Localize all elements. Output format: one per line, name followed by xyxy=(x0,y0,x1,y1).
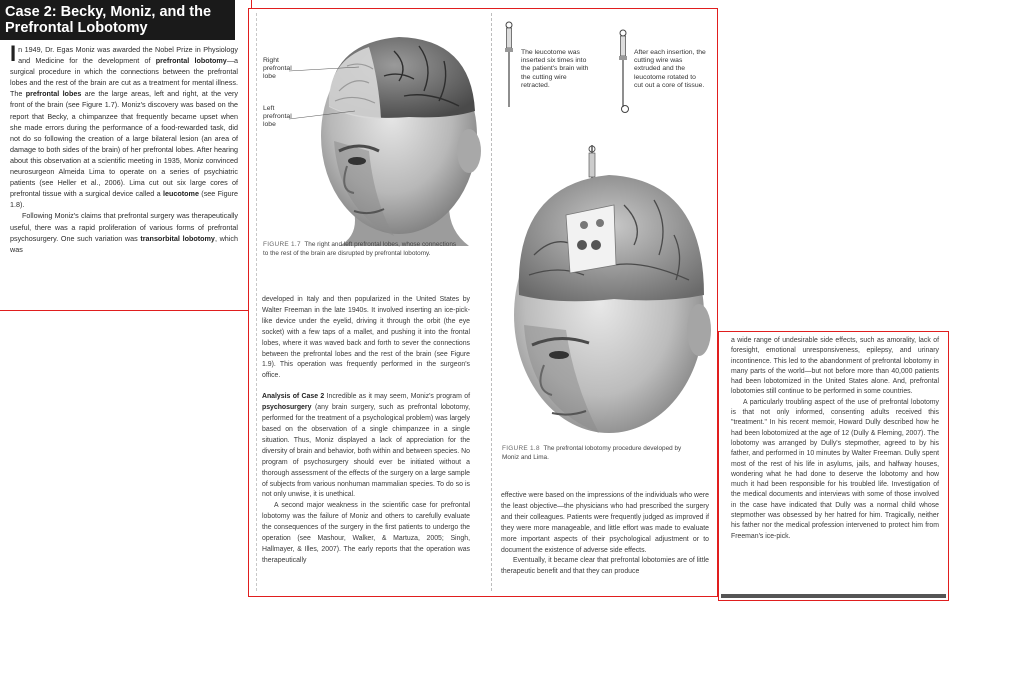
term-prefrontal-lobes: prefrontal lobes xyxy=(25,89,82,99)
leucotome-instrument-1 xyxy=(501,19,517,109)
gutter-divider xyxy=(491,13,492,591)
continuation-paragraph-2: A particularly troubling aspect of the use of prefrontal lobotomy is that not only informed, consenting adults received this "treatment." In his recent memoir, Howard Dully described how he had been lobotomized at the age of 12 (Dully & Fleming, 2007). The lobotomy was arranged by Dully's stepmother, agreed to by his father, and performed in 10 minutes by Walter Freeman. Dully spent most of the rest of his life in asylums, jails, and halfway houses, wondering what he had done to deserve the lobotomy and how much it had been responsible for his troubled life. Investigation of the medical documents and interviews with some of those involved in the case have indicated that Dully was a normal child whose stepmother was obsessed by her hatred for him. Tragically, neither his father nor the medical profession intervened to protect him from Freeman's ice-pick. xyxy=(731,398,939,540)
right-col-paragraph-2: Eventually, it became clear that prefrontal lobotomies are of little therapeutic benefit and that they can produce xyxy=(501,557,709,576)
intro-text-b: —a surgical procedure in which the connections between the prefrontal lobes and the rest of the brain are cut as a treatment for mental illness. The xyxy=(10,56,238,99)
case-intro-text xyxy=(10,41,238,255)
analysis-heading: Analysis of Case 2 xyxy=(262,393,325,401)
figure-1-7-text: The right and left prefrontal lobes, whose connections to the rest of the brain are disrupted by prefrontal lobotomy. xyxy=(263,241,457,257)
figure-1-7-number: FIGURE 1.7 xyxy=(263,241,301,248)
left-col-paragraph-1: developed in Italy and then popularized in the United States by Walter Freeman in the late 1940s. It involved inserting an ice-pick-like device under the eyelid, driving it through the orbit (the eye socket) with a few taps of a mallet, and pushing it into the frontal lobes, where it was waved back and forth to sever the connections between the prefrontal lobes and the rest of the brain (see Figure 1.9). This operation was frequently performed in the surgeon's office. xyxy=(262,296,470,380)
leucotome-instrument-2 xyxy=(615,27,631,117)
figure-1-8-caption xyxy=(502,445,682,463)
right-col-paragraph-1: effective were based on the impressions of the individuals who were the least objective—the physicians who had prescribed the surgery and their colleagues. Patients were frequently judged as improved if they were more manageable, and little effort was made to evaluate more important aspects of their psychological adjustment or to document the existence of adverse side effects. xyxy=(501,492,709,554)
intro-paragraph xyxy=(10,41,238,210)
left-col-paragraph-3: A second major weakness in the scientific case for prefrontal lobotomy was the failure of Moniz and others to carefully evaluate the consequences of the surgery in the first patients to undergo the operation (see Mashour, Walker, & Martuza, 2005; Singh, Hallmayer, & Illes, 2007). The early reports that the operation was therapeutically xyxy=(262,502,470,564)
analysis-text-b: (any brain surgery, such as prefrontal lobotomy, performed for the treatment of a psychological problem) was largely based on the observation of a single chimpanzee in a single situation. Thus, Moniz displayed a lack of appreciation for the diversity of brain and behavior, both within and between species. No program of psychosurgery should ever be initiated without a thorough assessment of the effects of the surgery on a large sample of subjects from various nonhuman mammalian species. To do so is not only unwise, it is unethical. xyxy=(262,404,470,499)
intro-text-c: are the large areas, left and right, at the very front of the brain (see Figure 1.7). Moniz's discovery was based on the report that Becky, a chimpanzee that frequently became upset when she made errors during the performance of a food-rewarded task, did not do so following the creation of a large bilateral lesion (an area of damage to both sides of the brain) of her prefrontal lobes. After hearing about this observation at a scientific meeting in 1935, Moniz convinced neurosurgeon Almeida Lima to operate on a series of psychiatric patients (see Heller et al., 2006). Lima cut out six large cores of prefrontal tissue with a surgical device called a xyxy=(10,89,238,199)
analysis-text-a: Incredible as it may seem, Moniz's program of xyxy=(324,393,470,401)
right-column-text xyxy=(501,491,709,578)
intro-text-a: n 1949, Dr. Egas Moniz was awarded the Nobel Prize in Physiology and Medicine for the development of xyxy=(18,45,238,66)
drop-cap: I xyxy=(10,41,17,66)
intro2-text-a: Following Moniz's claims that prefrontal surgery was therapeutically useful, there was a rapid proliferation of various forms of prefrontal psychosurgery. One such variation was xyxy=(10,211,238,243)
term-transorbital-lobotomy: transorbital lobotomy xyxy=(140,233,215,243)
figure-1-8-number: FIGURE 1.8 xyxy=(502,445,540,452)
left-column-text xyxy=(262,295,470,567)
page-edge-dashes xyxy=(256,13,257,591)
intro-paragraph-2 xyxy=(10,210,238,254)
figure-1-7-caption xyxy=(263,241,463,259)
continuation-text xyxy=(731,336,939,542)
term-psychosurgery: psychosurgery xyxy=(262,404,312,412)
label-right-prefrontal: Right prefrontal lobe xyxy=(263,57,292,81)
intro-text-d: (see Figure 1.8). xyxy=(10,189,238,210)
label-left-prefrontal: Left prefrontal lobe xyxy=(263,105,292,129)
case-title: Case 2: Becky, Moniz, and the Prefrontal Lobotomy xyxy=(0,0,235,40)
leucotome-step-2: After each insertion, the cutting wire was extruded and the leucotome rotated to cut out a core of tissue. xyxy=(634,49,706,89)
case-intro-panel xyxy=(0,0,252,311)
continuation-paragraph-1: a wide range of undesirable side effects, such as amorality, lack of foresight, emotional unresponsiveness, epilepsy, and urinary incontinence. This led to the abandonment of prefrontal lobotomy in many parts of the world—but not before more than 40,000 patients had been lobotomized in the United States alone. And, prefrontal lobotomies still continue to be performed in some countries. xyxy=(731,337,939,396)
term-prefrontal-lobotomy: prefrontal lobotomy xyxy=(155,56,227,66)
term-leucotome: leucotome xyxy=(163,189,199,199)
figure-1-8-illustration xyxy=(504,145,714,435)
analysis-paragraph xyxy=(262,392,470,501)
page-bottom-bar xyxy=(721,594,946,598)
leucotome-step-1: The leucotome was inserted six times into the patient's brain with the cutting wire retracted. xyxy=(521,49,589,89)
intro2-text-b: , which was xyxy=(10,233,238,254)
continuation-panel xyxy=(718,331,949,601)
figure-1-8-text: The prefrontal lobotomy procedure developed by Moniz and Lima. xyxy=(502,445,682,461)
textbook-spread-panel xyxy=(248,8,718,597)
